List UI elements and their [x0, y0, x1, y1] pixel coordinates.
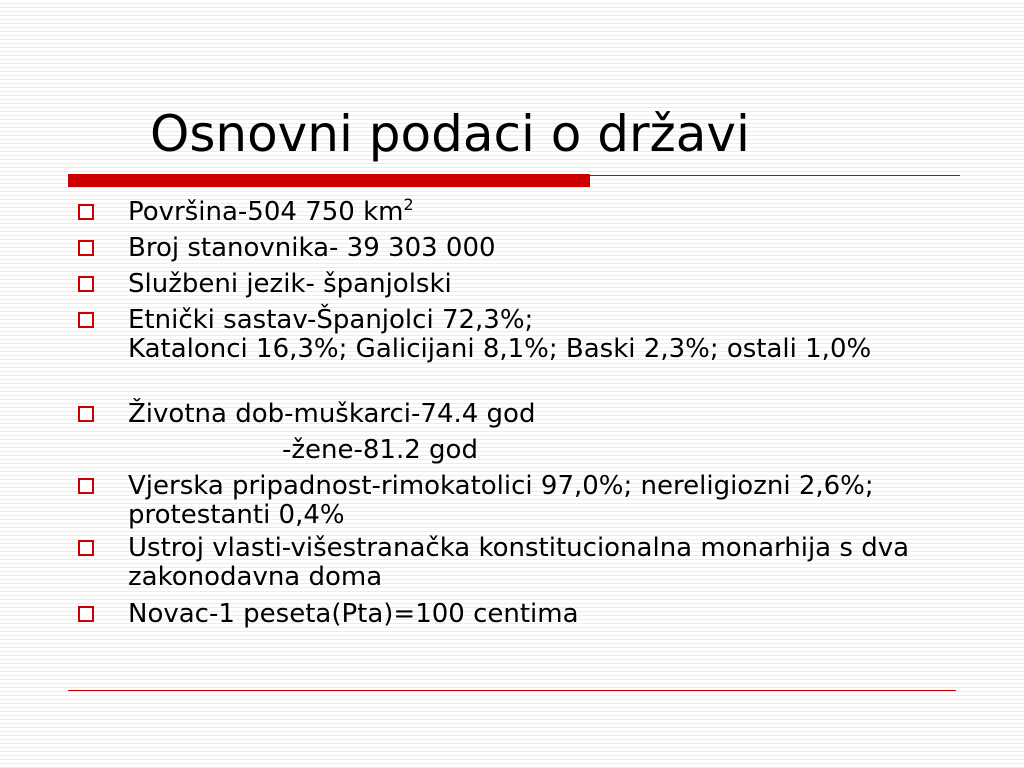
square-outline-icon — [78, 312, 94, 328]
square-outline-icon — [78, 540, 94, 556]
bullet-religion: Vjerska pripadnost-rimokatolici 97,0%; nereligiozni 2,6%; protestanti 0,4% — [128, 471, 874, 530]
bullet-ethnic — [128, 306, 958, 364]
bullet-language: Službeni jezik- španjolski — [128, 269, 452, 299]
square-outline-icon — [78, 478, 94, 494]
bullet-currency: Novac-1 peseta(Pta)=100 centima — [128, 599, 579, 629]
square-outline-icon — [78, 276, 94, 292]
bullet-ethnic-line2: Katalonci 16,3%; Galicijani 8,1%; Baski 2,3%; ostali 1,0% — [128, 334, 872, 364]
bullet-government: Ustroj vlasti-višestranačka konstitucionalna monarhija s dva zakonodavna doma — [128, 533, 910, 592]
slide-title: Osnovni podaci o državi — [150, 105, 750, 163]
bullet-area: Površina-504 750 $km^2$ — [128, 195, 414, 227]
superscript: 2 — [403, 195, 414, 214]
square-outline-icon — [78, 204, 94, 220]
footer-divider — [68, 690, 956, 691]
life-expectancy-women-text: -žene-81.2 god — [282, 435, 478, 465]
bullet-ethnic-line1: Etnički sastav-Španjolci 72,3%; — [128, 305, 534, 335]
bullet-life-expectancy-women — [128, 436, 958, 465]
bullet-life-expectancy: Životna dob-muškarci-74.4 god — [128, 399, 536, 429]
square-outline-icon — [78, 406, 94, 422]
square-outline-icon — [78, 606, 94, 622]
bullet-population: Broj stanovnika- 39 303 000 — [128, 233, 496, 263]
square-outline-icon — [78, 240, 94, 256]
